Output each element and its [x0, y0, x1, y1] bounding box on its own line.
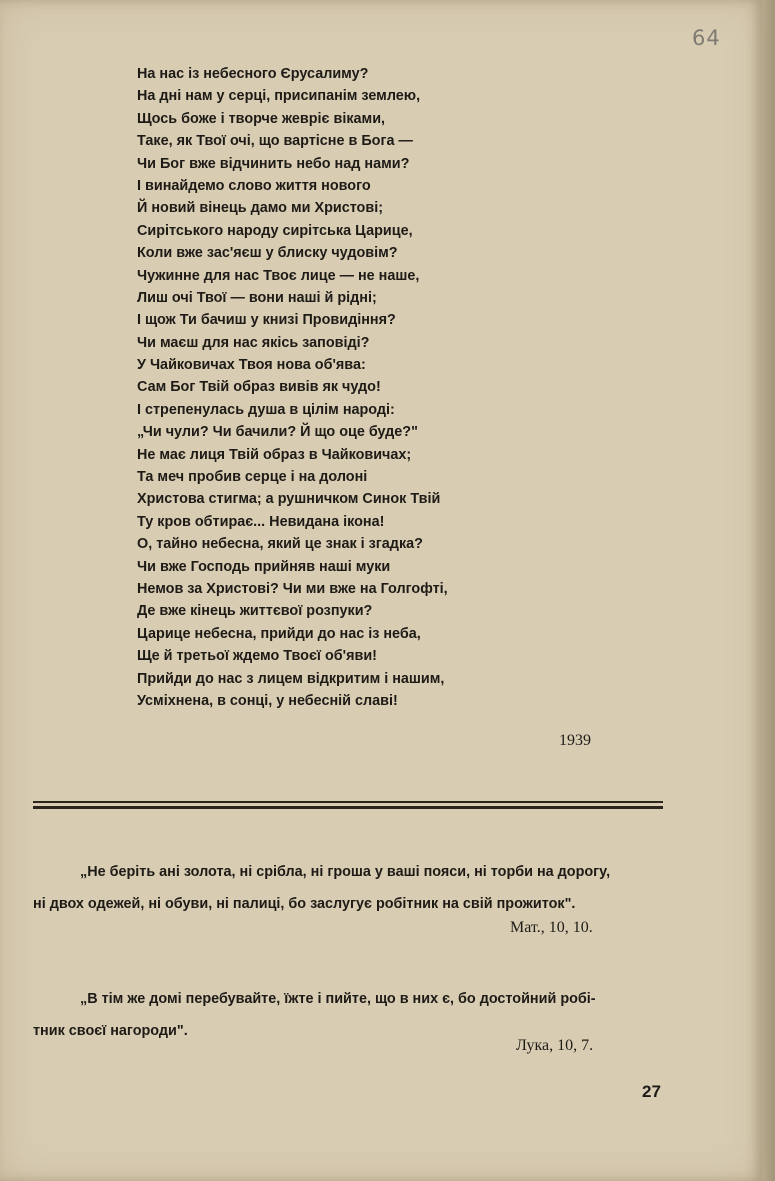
- page-edge: [762, 0, 775, 1181]
- page-number: 27: [642, 1082, 661, 1101]
- poem-line: І стрепенулась душа в цілім народі:: [137, 401, 395, 418]
- poem-line: У Чайковичах Твоя нова об'ява:: [137, 357, 366, 374]
- poem-line: Чи вже Господь прийняв наші муки: [137, 558, 391, 575]
- poem-line: Чи Бог вже відчинить небо над нами?: [137, 155, 410, 172]
- poem-line: І винайдемо слово життя нового: [137, 177, 371, 194]
- poem-line: Коли вже зас'яєш у блиску чудовім?: [137, 245, 398, 262]
- poem-line: Ту кров обтирає... Невидана ікона!: [137, 513, 385, 530]
- poem-line: Лиш очі Твої — вони наші й рідні;: [137, 289, 377, 306]
- quote-reference: Лука, 10, 7.: [516, 1037, 594, 1054]
- poem-line: Чи маєш для нас якісь заповіді?: [137, 334, 370, 351]
- poem-line: Сам Бог Твій образ вивів як чудо!: [137, 379, 381, 396]
- poem-line: Христова стигма; а рушничком Синок Твій: [137, 491, 441, 508]
- poem-line: „Чи чули? Чи бачили? Й що оце буде?": [137, 424, 418, 441]
- poem-line: Немов за Христові? Чи ми вже на Голгофті,: [137, 580, 448, 597]
- poem-line: На нас із небесного Єрусалиму?: [137, 66, 369, 82]
- quote-reference: Мат., 10, 10.: [510, 919, 593, 936]
- poem-line: О, тайно небесна, який це знак і згадка?: [137, 536, 423, 553]
- scripture-quote-matthew: [33, 856, 663, 920]
- poem-line: Прийди до нас з лицем відкритим і нашим,: [137, 670, 445, 687]
- poem-line: Усміхнена, в сонці, у небесній славі!: [137, 692, 398, 709]
- poem-line: Щось боже і творче жевріє віками,: [137, 110, 386, 127]
- divider-line-thick: [33, 806, 663, 809]
- poem-line: Де вже кінець життєвої розпуки?: [137, 603, 373, 620]
- poem-line: Й новий вінець дамо ми Христові;: [137, 200, 383, 217]
- poem-line: Царице небесна, прийди до нас із неба,: [137, 625, 421, 642]
- quote-line: тник своєї нагороди".: [33, 1023, 188, 1039]
- quote-line: „В тім же домі перебувайте, їжте і пийте, що в них є, бо достойний робі-: [80, 991, 596, 1007]
- handwritten-page-note: 64: [692, 26, 721, 50]
- poem-line: Сирітського народу сирітська Царице,: [137, 222, 413, 239]
- quote-line: „Не беріть ані золота, ні срібла, ні гроша у ваші пояси, ні торби на дорогу,: [80, 864, 611, 880]
- poem-line: Та меч пробив серце і на долоні: [137, 469, 368, 486]
- poem-line: Чужинне для нас Твоє лице — не наше,: [137, 267, 420, 284]
- poem-line: І щож Ти бачиш у книзі Провидіння?: [137, 312, 396, 329]
- poem-year: 1939: [559, 732, 591, 749]
- divider-line-thin: [33, 801, 663, 803]
- poem-text: [137, 63, 657, 712]
- poem-line: Ще й третьої ждемо Твоєї об'яви!: [137, 648, 377, 665]
- quote-line: ні двох одежей, ні обуви, ні палиці, бо заслугує робітник на свій прожиток".: [33, 896, 576, 912]
- poem-line: На дні нам у серці, присипанім землею,: [137, 88, 421, 105]
- poem-line: Таке, як Твої очі, що вартісне в Бога —: [137, 133, 413, 150]
- poem-line: Не має лиця Твій образ в Чайковичах;: [137, 446, 412, 463]
- section-divider: [33, 801, 663, 810]
